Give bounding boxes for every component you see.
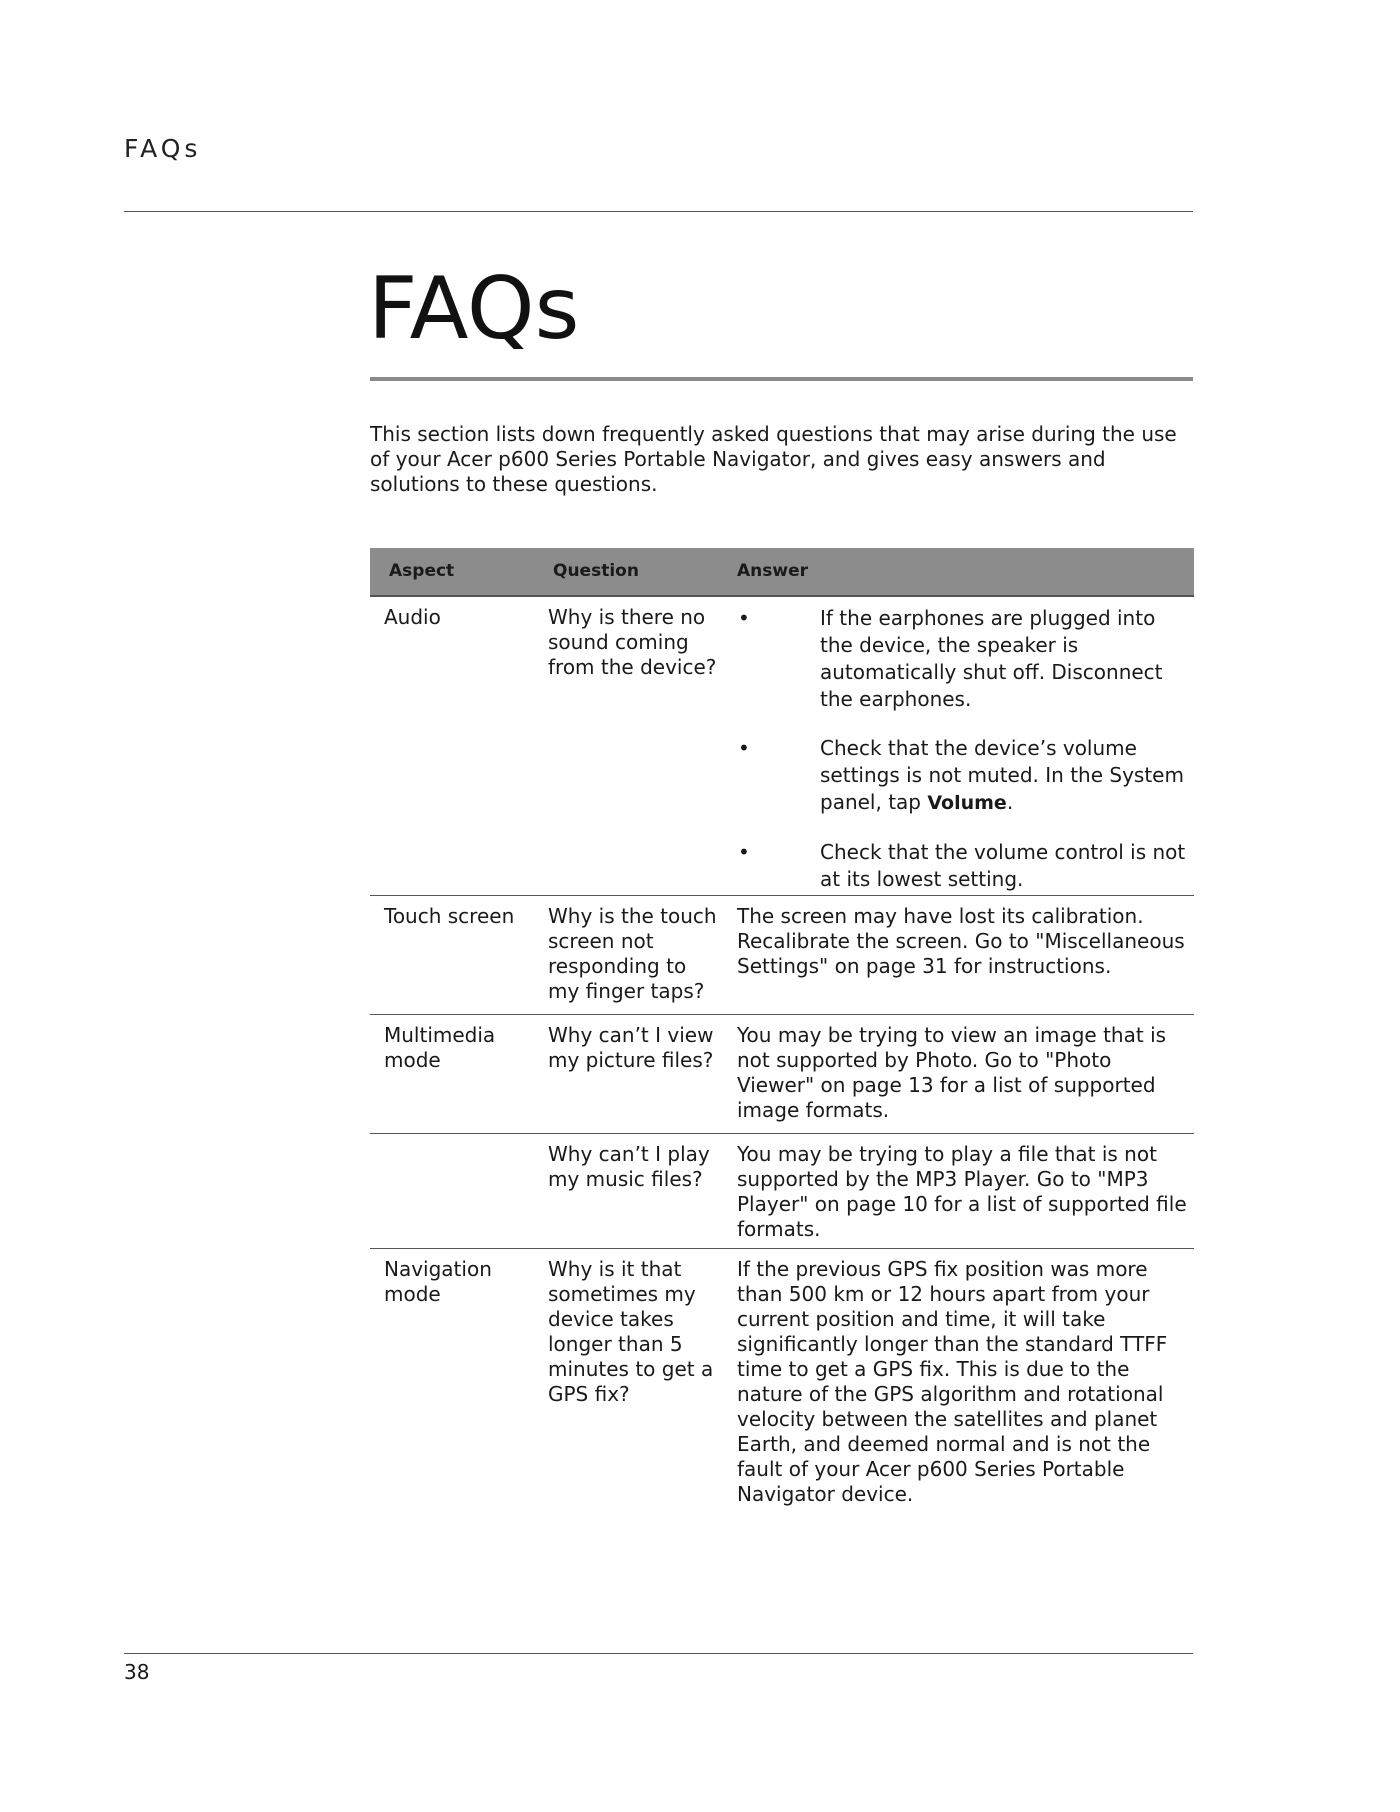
bullet-text	[820, 735, 1188, 817]
intro-paragraph: This section lists down frequently asked questions that may arise during the use of your Acer p600 Series Portable Navigator, and gives easy answers and solutions to these questions.	[370, 422, 1177, 496]
answer-bullet-list	[737, 605, 1188, 893]
bullet-icon: •	[738, 736, 750, 760]
answer-cell: If the previous GPS fix position was more than 500 km or 12 hours apart from your current position and time, it will take significantly longer than the standard TTFF time to get a GPS fix. This is due to the nature of the GPS algorithm and rotational velocity between the satellites and planet Earth, and deemed normal and is not the fault of your Acer p600 Series Portable Navigator device.	[737, 1257, 1168, 1506]
aspect-cell: Audio	[370, 596, 539, 896]
aspect-cell: Multimedia mode	[370, 1015, 539, 1134]
bullet-text: Check that the volume control is not at its lowest setting.	[820, 840, 1186, 891]
table-header-row	[370, 548, 1194, 596]
answer-cell: You may be trying to play a file that is not supported by the MP3 Player. Go to "MP3 Player" on page 10 for a list of supported file formats.	[727, 1134, 1194, 1249]
volume-term: Volume	[927, 792, 1007, 814]
table-row-multimedia-music	[370, 1134, 1194, 1249]
answer-cell: You may be trying to view an image that is not supported by Photo. Go to "Photo Viewer" on page 13 for a list of supported image formats.	[727, 1015, 1194, 1134]
bullet-icon: •	[738, 606, 750, 630]
bullet-text: If the earphones are plugged into the device, the speaker is automatically shut off. Disconnect the earphones.	[820, 606, 1163, 711]
question-cell: Why is there no sound coming from the device?	[539, 596, 727, 896]
question-cell: Why can’t I view my picture files?	[539, 1015, 727, 1134]
table-row-touch-screen	[370, 896, 1194, 1015]
title-divider	[370, 377, 1193, 381]
column-header-aspect: Aspect	[370, 548, 539, 596]
faq-table	[370, 548, 1194, 1507]
aspect-cell: Navigation mode	[384, 1257, 492, 1306]
question-cell: Why is it that sometimes my device takes longer than 5 minutes to get a GPS fix?	[548, 1257, 714, 1406]
header-divider	[124, 211, 1193, 212]
answer-cell: The screen may have lost its calibration. Recalibrate the screen. Go to "Miscellaneous Settings" on page 31 for instructions.	[727, 896, 1194, 1015]
column-header-question: Question	[539, 548, 727, 596]
answer-cell	[727, 596, 1194, 896]
bullet-item	[737, 605, 1188, 713]
bullet-text-start: Check that the device’s volume settings is not muted. In the System panel, tap	[820, 736, 1184, 814]
running-header: FAQs	[124, 134, 202, 163]
table-row-multimedia-photo	[370, 1015, 1194, 1134]
aspect-cell: Touch screen	[370, 896, 539, 1015]
page-number: 38	[124, 1660, 150, 1684]
table-row-audio	[370, 596, 1194, 896]
page-title: FAQs	[368, 259, 580, 359]
bullet-item	[737, 839, 1188, 893]
bullet-icon: •	[738, 840, 750, 864]
footer-divider	[124, 1653, 1193, 1654]
aspect-cell	[370, 1134, 539, 1249]
bullet-item	[737, 735, 1188, 817]
bullet-text-end: .	[1006, 790, 1014, 814]
question-cell: Why can’t I play my music files?	[539, 1134, 727, 1249]
column-header-answer: Answer	[727, 548, 1194, 596]
table-row-navigation	[370, 1249, 1194, 1508]
question-cell: Why is the touch screen not responding to my finger taps?	[539, 896, 727, 1015]
